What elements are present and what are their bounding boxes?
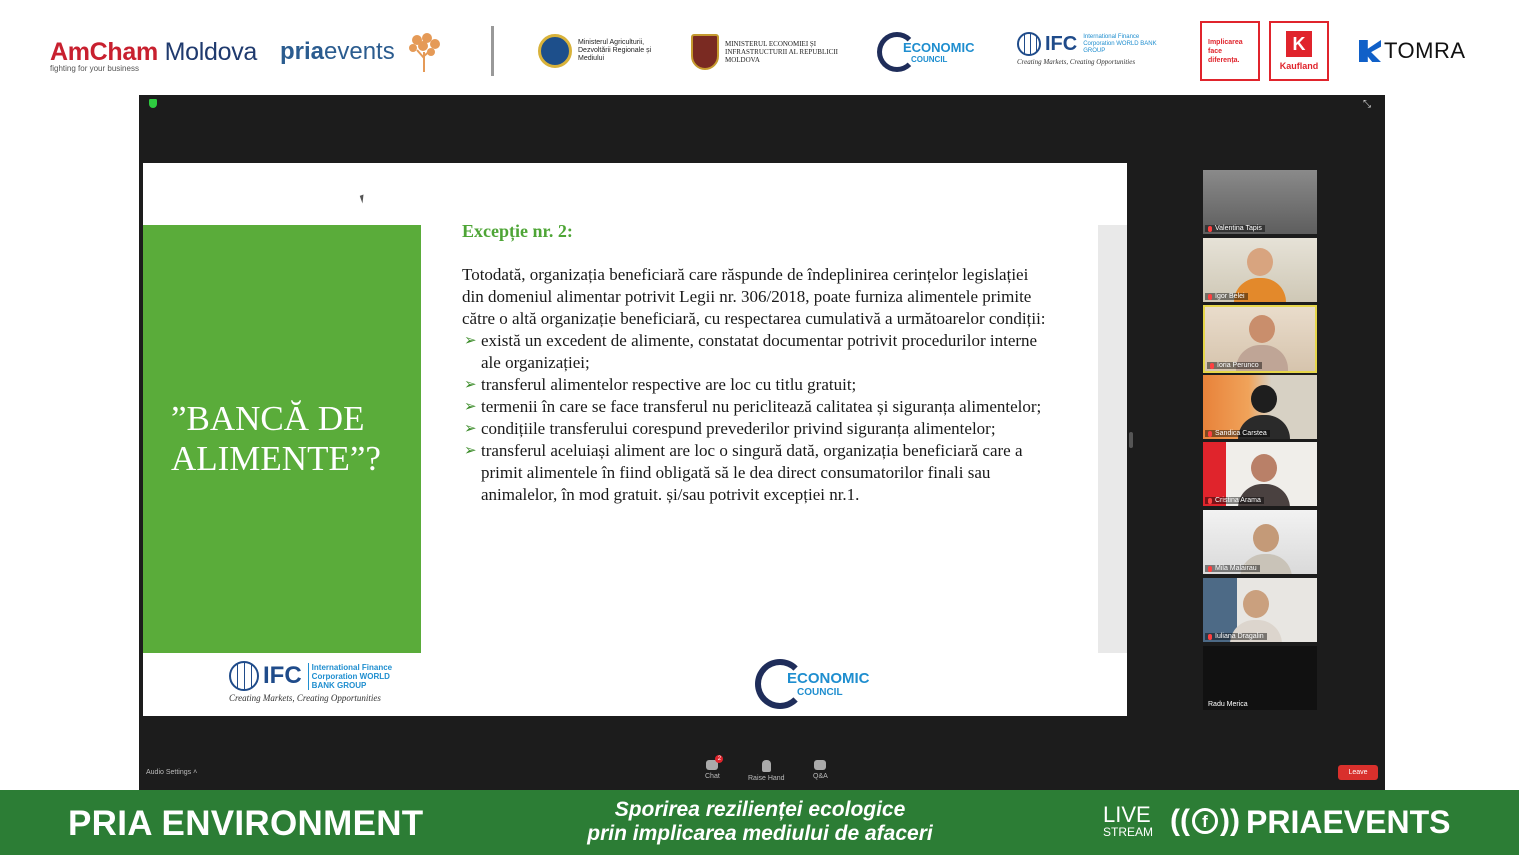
globe-icon — [1017, 32, 1041, 56]
qa-label: Q&A — [813, 773, 828, 780]
kaufland-mark-icon: K — [1286, 31, 1312, 57]
slide-panel-title: ”BANCĂ DE ALIMENTE”? — [171, 399, 381, 478]
slide-ifc-subtitle: International Finance Corporation WORLD BANK GROUP — [308, 663, 408, 690]
ifc-subtitle: International Finance Corporation WORLD BANK GROUP — [1083, 33, 1157, 54]
mic-muted-icon — [1208, 294, 1212, 300]
priaevents-logo — [280, 30, 445, 74]
qa-icon — [814, 760, 826, 770]
participant-tile[interactable] — [1203, 646, 1317, 710]
tomra-name: TOMRA — [1384, 38, 1466, 63]
amcham-brand-a: AmCham — [50, 38, 158, 66]
event-banner — [0, 790, 1519, 855]
mic-muted-icon — [1210, 363, 1214, 369]
chat-unread-badge: 2 — [715, 755, 723, 763]
slide-ifc-name: IFC — [263, 662, 302, 689]
participant-tile[interactable] — [1203, 170, 1317, 234]
participant-name: Sandica Carstea — [1215, 430, 1267, 437]
participant-tile[interactable] — [1203, 442, 1317, 506]
slide-intro: Totodată, organizația beneficiară care răspunde de îndeplinirea cerințelor legislației din domeniul alimentar potrivit Legii nr. 306/2018, poate furniza alimentele primite către o altă organizație beneficiară, cu respectarea cumulativă a următoarelor condiții: — [462, 265, 1046, 328]
participant-tile[interactable] — [1203, 238, 1317, 302]
amcham-tagline: fighting for your business — [50, 64, 139, 73]
slide-economic-council-logo — [755, 659, 870, 709]
slide-bullet-text: transferul alimentelor respective are loc cu titlu gratuit; — [481, 375, 857, 394]
kaufland-slogan: Implicarea face diferența. — [1208, 38, 1243, 64]
tomra-mark-icon — [1359, 40, 1381, 62]
panel-resize-handle[interactable] — [1129, 432, 1133, 448]
participant-name: Igor Belei — [1215, 293, 1245, 300]
pria-brand-b: events — [324, 38, 395, 65]
sponsor-header — [0, 0, 1519, 95]
economic-council-word-2: COUNCIL — [911, 55, 948, 64]
participant-tile[interactable] — [1203, 578, 1317, 642]
economic-council-logo — [877, 32, 975, 72]
participant-name: Cristina Arama — [1215, 497, 1261, 504]
chat-label: Chat — [705, 773, 720, 780]
ministry-economy-text: MINISTERUL ECONOMIEI ȘI INFRASTRUCTURII AL REPUBLICII MOLDOVA — [725, 40, 838, 64]
banner-subtitle-line-1: Sporirea rezilienței ecologice — [614, 798, 906, 821]
shield-icon[interactable] — [149, 99, 157, 108]
slide-ifc-logo — [229, 661, 408, 703]
tomra-logo — [1359, 38, 1466, 64]
hand-icon — [762, 760, 771, 772]
amcham-brand-b: Moldova — [157, 38, 257, 66]
slide-bullet-text: transferul aceluiași aliment are loc o singură dată, organizația beneficiară care a primit alimentele în fiind obligată să le dea direct consumatorilor finali sau animalelor, în mod gratuit. și/sau potrivit excepției nr.1. — [481, 441, 1023, 504]
kaufland-slogan-logo — [1200, 21, 1260, 81]
live-stream-label — [1103, 802, 1154, 839]
mic-muted-icon — [1208, 498, 1212, 504]
slide-exception-title: Excepție nr. 2: — [462, 221, 573, 241]
tree-icon — [397, 30, 445, 74]
participant-name: Valentina Tapis — [1215, 225, 1262, 232]
slide-bullet — [462, 374, 1052, 396]
raise-hand-label: Raise Hand — [748, 775, 785, 782]
stream-word: STREAM — [1103, 825, 1154, 839]
participant-name: Radu Merica — [1208, 701, 1248, 708]
mic-muted-icon — [1208, 431, 1212, 437]
banner-subtitle-line-2: prin implicarea mediului de afaceri — [587, 822, 933, 845]
banner-title: PRIA ENVIRONMENT — [68, 804, 424, 843]
ministry-economy-logo — [691, 34, 855, 70]
slide-bullet — [462, 440, 1052, 506]
facebook-live-icon: (( f )) — [1170, 804, 1240, 837]
slide-bullet-list — [462, 330, 1052, 506]
chat-button[interactable] — [705, 756, 722, 780]
banner-subtitle — [520, 798, 1000, 846]
pria-brand-a: pria — [280, 38, 325, 65]
kaufland-logo — [1269, 21, 1329, 81]
slide-bullet — [462, 396, 1052, 418]
participant-tile-active-speaker[interactable] — [1203, 305, 1317, 373]
slide-bullet-text: există un excedent de alimente, constatat documentar potrivit procedurilor interne ale organizației; — [481, 331, 1038, 372]
mouse-cursor-icon — [360, 195, 366, 204]
participant-tile[interactable] — [1203, 510, 1317, 574]
exit-fullscreen-icon[interactable]: ⤡ — [1363, 99, 1371, 110]
slide-ifc-slogan: Creating Markets, Creating Opportunities — [229, 693, 381, 703]
leave-button[interactable]: Leave — [1338, 765, 1378, 780]
ifc-name: IFC — [1045, 32, 1078, 55]
participant-name: Iuliana Dragalin — [1215, 633, 1264, 640]
slide-bullet — [462, 330, 1052, 374]
slide-body — [462, 264, 1052, 506]
slide-side-strip — [1098, 225, 1127, 653]
amcham-logo — [50, 38, 257, 73]
banner-channel: PRIAEVENTS — [1246, 804, 1451, 840]
bullet-arrow-icon: ➢ — [464, 421, 477, 437]
kaufland-name: Kaufland — [1279, 61, 1319, 71]
bullet-arrow-icon: ➢ — [464, 377, 477, 393]
audio-settings-button[interactable]: Audio Settings ˄ — [146, 769, 198, 776]
slide-bullet — [462, 418, 1052, 440]
bullet-arrow-icon: ➢ — [464, 443, 477, 459]
participant-name: Mila Malairau — [1215, 565, 1257, 572]
header-divider — [491, 26, 494, 76]
coat-of-arms-icon — [691, 34, 719, 70]
slide-green-panel — [143, 225, 421, 653]
participant-tile[interactable] — [1203, 375, 1317, 439]
ministry-agriculture-text: Ministerul Agriculturii, Dezvoltării Regionale și Mediului — [578, 39, 652, 62]
economic-council-c-icon — [877, 32, 917, 72]
live-word: LIVE — [1103, 802, 1151, 827]
qa-button[interactable] — [813, 760, 828, 780]
raise-hand-button[interactable] — [748, 760, 785, 782]
bullet-arrow-icon: ➢ — [464, 399, 477, 415]
ministry-seal-icon — [538, 34, 572, 68]
ministry-agriculture-logo — [538, 34, 668, 68]
mic-muted-icon — [1208, 566, 1212, 572]
ifc-logo — [1017, 32, 1163, 66]
mic-muted-icon — [1208, 226, 1212, 232]
participant-name: Ioria Perunco — [1217, 362, 1259, 369]
chat-icon — [706, 756, 722, 770]
economic-council-word-1: ECONOMIC — [903, 40, 975, 55]
meeting-window — [139, 95, 1385, 790]
slide-economic-council-word-2: COUNCIL — [797, 687, 843, 698]
globe-icon — [229, 661, 259, 691]
slide-bullet-text: condițiile transferului corespund prevederilor privind siguranța alimentelor; — [481, 419, 996, 438]
ifc-slogan: Creating Markets, Creating Opportunities — [1017, 58, 1136, 66]
slide-bullet-text: termenii în care se face transferul nu periclitează calitatea și siguranța alimentelor; — [481, 397, 1042, 416]
bullet-arrow-icon: ➢ — [464, 333, 477, 349]
slide-economic-council-word-1: ECONOMIC — [787, 670, 870, 687]
mic-muted-icon — [1208, 634, 1212, 640]
shared-slide — [143, 163, 1127, 716]
